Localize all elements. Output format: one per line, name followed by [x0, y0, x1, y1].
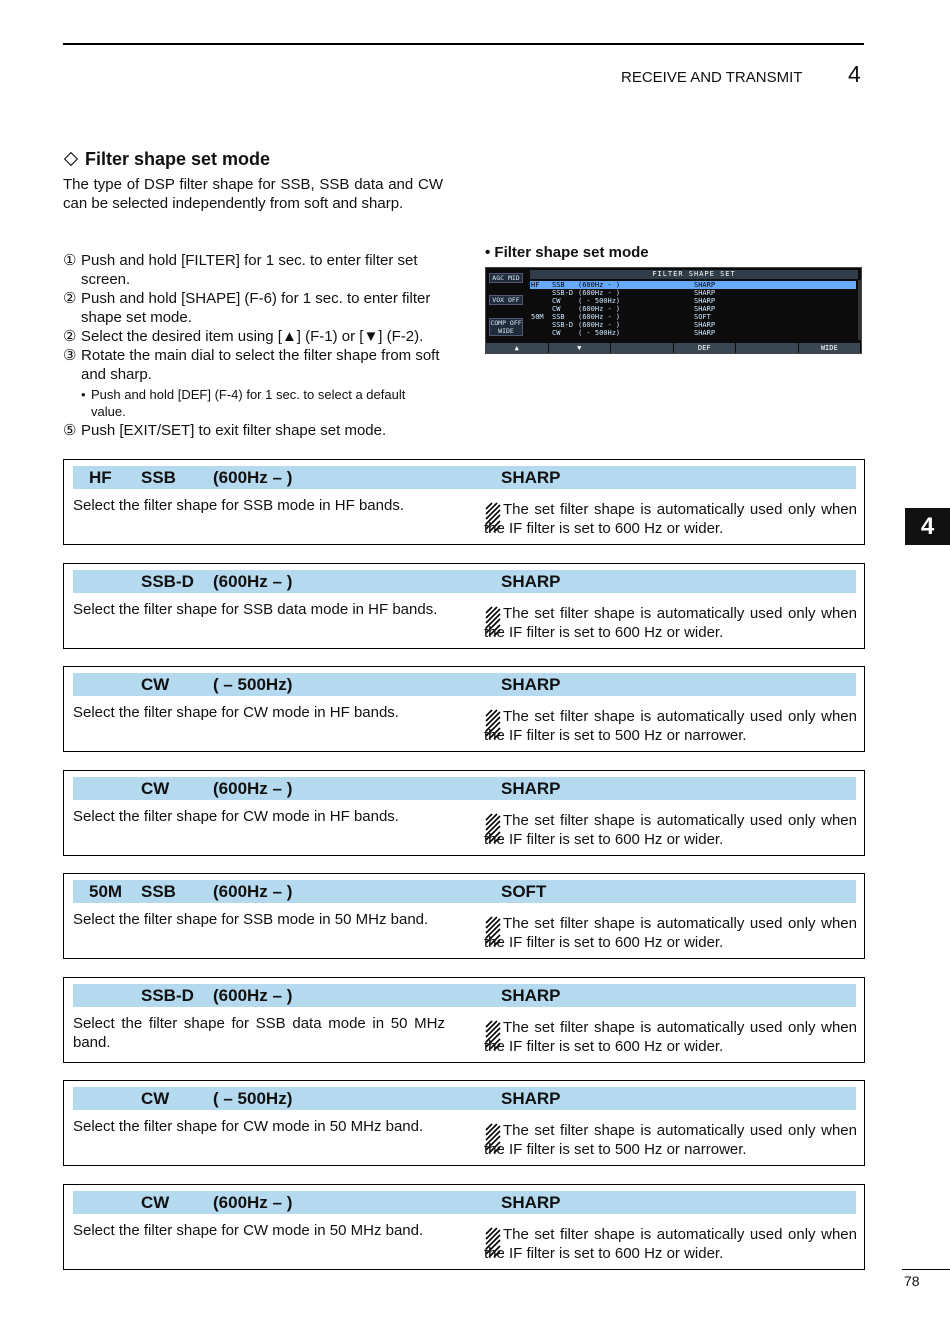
step-2: ② Push and hold [SHAPE] (F-6) for 1 sec. to enter filter shape set mode. — [63, 290, 431, 326]
item-note: The set filter shape is automatically used only when the IF filter is set to 500 Hz or narrower. — [484, 1122, 857, 1158]
screen-row: SSB-D (600Hz - ) SHARP — [552, 321, 716, 329]
screen-side-button: COMP OFF WIDE — [490, 319, 522, 335]
screen-scrollbar — [858, 280, 861, 340]
figure-caption: • Filter shape set mode — [485, 244, 649, 261]
screen-row: CW (600Hz - ) SHARP — [552, 305, 716, 313]
item-note: The set filter shape is automatically used only when the IF filter is set to 600 Hz or wider. — [484, 812, 857, 848]
item-box-hf-ssb-d — [63, 563, 865, 649]
item-description: Select the filter shape for SSB mode in HF bands. — [73, 497, 405, 514]
item-note: The set filter shape is automatically used only when the IF filter is set to 500 Hz or narrower. — [484, 708, 857, 744]
screen-side-button: VOX OFF — [489, 295, 523, 305]
screen-fkey-2: ▼ — [549, 343, 611, 353]
step-list — [63, 251, 443, 440]
item-title-bar: SSB-D (600Hz – ) SHARP — [73, 570, 856, 593]
item-box-hf-ssb — [63, 459, 865, 545]
item-description: Select the filter shape for CW mode in HF bands. — [73, 808, 399, 825]
item-description: Select the filter shape for CW mode in HF bands. — [73, 704, 399, 721]
item-box-50m-ssb-d — [63, 977, 865, 1063]
intro-paragraph: The type of DSP filter shape for SSB, SSB data and CW can be selected independently from soft and sharp. — [63, 176, 443, 212]
item-note: The set filter shape is automatically used only when the IF filter is set to 600 Hz or wider. — [484, 605, 857, 641]
item-title-bar: SSB-D (600Hz – ) SHARP — [73, 984, 856, 1007]
screen-function-keys — [486, 343, 861, 353]
screen-fkey-5 — [736, 343, 798, 353]
screen-fkey-1: ▲ — [486, 343, 548, 353]
screen-fkey-3 — [611, 343, 673, 353]
step-4: ③ Rotate the main dial to select the filter shape from soft and sharp. — [63, 347, 440, 383]
item-description: Select the filter shape for CW mode in 50 MHz band. — [73, 1118, 424, 1135]
item-title-bar: 50M SSB (600Hz – ) SOFT — [73, 880, 856, 903]
screen-row: CW ( - 500Hz) SHARP — [552, 329, 716, 337]
step-5: ⑤ Push [EXIT/SET] to exit filter shape set mode. — [63, 422, 387, 439]
item-description: Select the filter shape for CW mode in 50 MHz band. — [73, 1222, 424, 1239]
step-1: ① Push and hold [FILTER] for 1 sec. to enter filter set screen. — [63, 252, 418, 288]
item-box-hf-cw-wide — [63, 770, 865, 856]
diamond-icon — [64, 152, 78, 166]
item-box-50m-cw-narrow — [63, 1080, 865, 1166]
screen-row: 50M SSB (600Hz - ) SOFT — [531, 313, 711, 321]
footer-rule — [902, 1269, 950, 1270]
screen-row: CW ( - 500Hz) SHARP — [552, 297, 716, 305]
screen-side-button: AGC MID — [489, 273, 523, 283]
section-title-text: Filter shape set mode — [85, 149, 271, 169]
screen-row: HF SSB (600Hz - ) SHARP — [530, 281, 856, 289]
item-note: The set filter shape is automatically used only when the IF filter is set to 600 Hz or wider. — [484, 1226, 857, 1262]
screen-fkey-4: DEF — [674, 343, 736, 353]
item-box-50m-cw-wide — [63, 1184, 865, 1270]
item-description: Select the filter shape for SSB mode in 50 MHz band. — [73, 911, 429, 928]
item-title-bar: CW ( – 500Hz) SHARP — [73, 1087, 856, 1110]
item-title-bar: CW ( – 500Hz) SHARP — [73, 673, 856, 696]
section-title — [63, 149, 270, 170]
item-description: Select the filter shape for SSB data mode in 50 MHz band. — [73, 1015, 445, 1051]
item-box-50m-ssb — [63, 873, 865, 959]
substep: • Push and hold [DEF] (F-4) for 1 sec. to select a default value. — [81, 387, 406, 419]
item-title-bar: HF SSB (600Hz – ) SHARP — [73, 466, 856, 489]
item-box-hf-cw-narrow — [63, 666, 865, 752]
screen-title: FILTER SHAPE SET — [530, 270, 858, 279]
running-header: RECEIVE AND TRANSMIT — [621, 69, 803, 86]
item-note: The set filter shape is automatically used only when the IF filter is set to 600 Hz or wider. — [484, 501, 857, 537]
page-number: 78 — [904, 1273, 920, 1289]
item-title-bar: CW (600Hz – ) SHARP — [73, 1191, 856, 1214]
screen-fkey-6: WIDE — [799, 343, 861, 353]
chapter-number: 4 — [848, 61, 861, 87]
item-note: The set filter shape is automatically used only when the IF filter is set to 600 Hz or wider. — [484, 915, 857, 951]
item-description: Select the filter shape for SSB data mode in HF bands. — [73, 601, 438, 618]
item-note: The set filter shape is automatically used only when the IF filter is set to 600 Hz or wider. — [484, 1019, 857, 1055]
step-3: ② Select the desired item using [▲] (F-1) or [▼] (F-2). — [63, 328, 424, 345]
top-rule — [63, 43, 864, 45]
filter-shape-screen — [485, 267, 862, 354]
screen-row: SSB-D (600Hz - ) SHARP — [552, 289, 716, 297]
chapter-side-tab: 4 — [905, 508, 950, 545]
item-title-bar: CW (600Hz – ) SHARP — [73, 777, 856, 800]
